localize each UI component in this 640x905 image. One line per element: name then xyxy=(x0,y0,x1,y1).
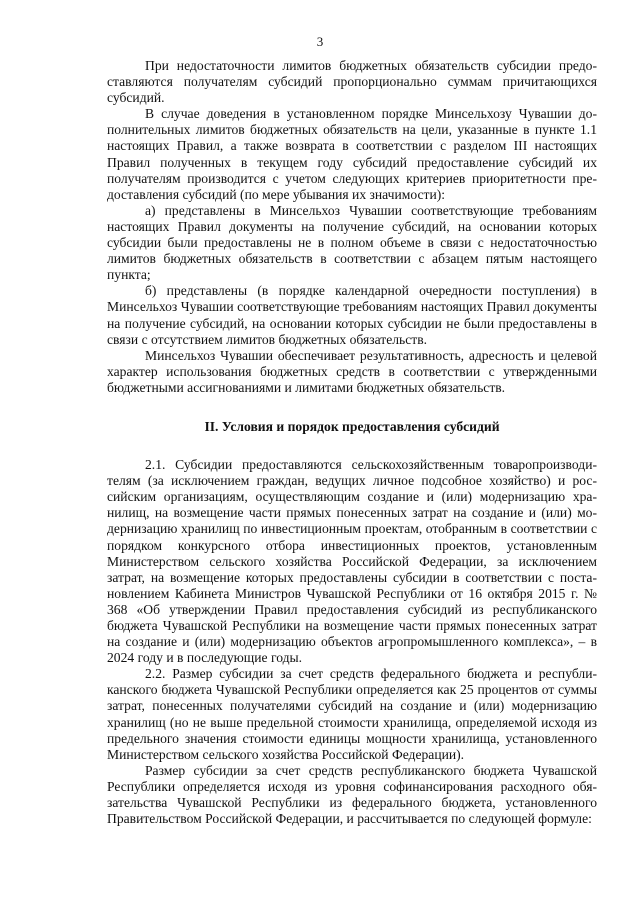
page-number: 3 xyxy=(316,34,324,49)
document-body xyxy=(107,58,597,827)
paragraph-2-2: 2.2. Размер субсидии за счет средств федерального бюджета и республиканского бюджета Чувашской Республики определяется как 25 процентов от суммы затрат, понесенных получателями субсидий на создание и (или) модернизацию хранилищ (но не выше предельной стоимости хранилища, определяемой исходя из предельного значения стоимости единицы мощности хранилища, установленного Министерством сельского хозяйства Российской Федерации). xyxy=(107,666,597,762)
paragraph: В случае доведения в установленном порядке Минсельхозу Чувашии дополнительных лимитов бюджетных обязательств на цели, указанные в пункте 1.1 настоящих Правил, а также возврата в соответствии с разделом III настоящих Правил полученных в текущем году субсидий предоставление субсидий их получателям производится с учетом следующих критериев приоритетности предоставления субсидий (по мере убывания их значимости): xyxy=(107,106,597,202)
paragraph: Минсельхоз Чувашии обеспечивает результативность, адресность и целевой характер использования бюджетных средств в соответствии с утвержденными бюджетными ассигнованиями и лимитами бюджетных обязательств. xyxy=(107,347,597,395)
paragraph: Размер субсидии за счет средств республиканского бюджета Чувашской Республики определяется исходя из уровня софинансирования расходного обязательства Чувашской Республики из федерального бюджета, установленного Правительством Российской Федерации, и рассчитывается по следующей формуле: xyxy=(107,762,597,827)
section-heading: II. Условия и порядок предоставления субсидий xyxy=(204,418,500,434)
paragraph: При недостаточности лимитов бюджетных обязательств субсидии предоставляются получателям субсидий пропорционально суммам причитающихся субсидий. xyxy=(107,58,597,106)
paragraph-2-1: 2.1. Субсидии предоставляются сельскохозяйственным товаропроизводителям (за исключением граждан, ведущих личное подсобное хозяйство) и российским организациям, осуществляющим создание и (или) модернизацию хранилищ, на возмещение части прямых понесенных затрат на создание и (или) модернизацию хранилищ по инвестиционным проектам, отобранным в соответствии с порядком конкурсного отбора инвестиционных проектов, установленным Министерством сельского хозяйства Российской Федерации, за исключением затрат, на возмещение которых предоставлены субсидии в соответствии с постановлением Кабинета Министров Чувашской Республики от 16 октября 2015 г. № 368 «Об утверждении Правил предоставления субсидий из республиканского бюджета Чувашской Республики на возмещение части прямых понесенных затрат на создание и (или) модернизацию объектов агропромышленного комплекса», – в 2024 году и в последующие годы. xyxy=(107,457,597,666)
list-item-a: а) представлены в Минсельхоз Чувашии соответствующие требованиям настоящих Правил документы на получение субсидий, на основании которых субсидии были предоставлены не в полном объеме в связи с недостаточностью лимитов бюджетных обязательств в соответствии с абзацем пятым настоящего пункта; xyxy=(107,202,597,283)
list-item-b: б) представлены (в порядке календарной очередности поступления) в Минсельхоз Чувашии соответствующие требованиям настоящих Правил документы на получение субсидий, на основании которых субсидии не были предоставлены в связи с отсутствием лимитов бюджетных обязательств. xyxy=(107,283,597,347)
